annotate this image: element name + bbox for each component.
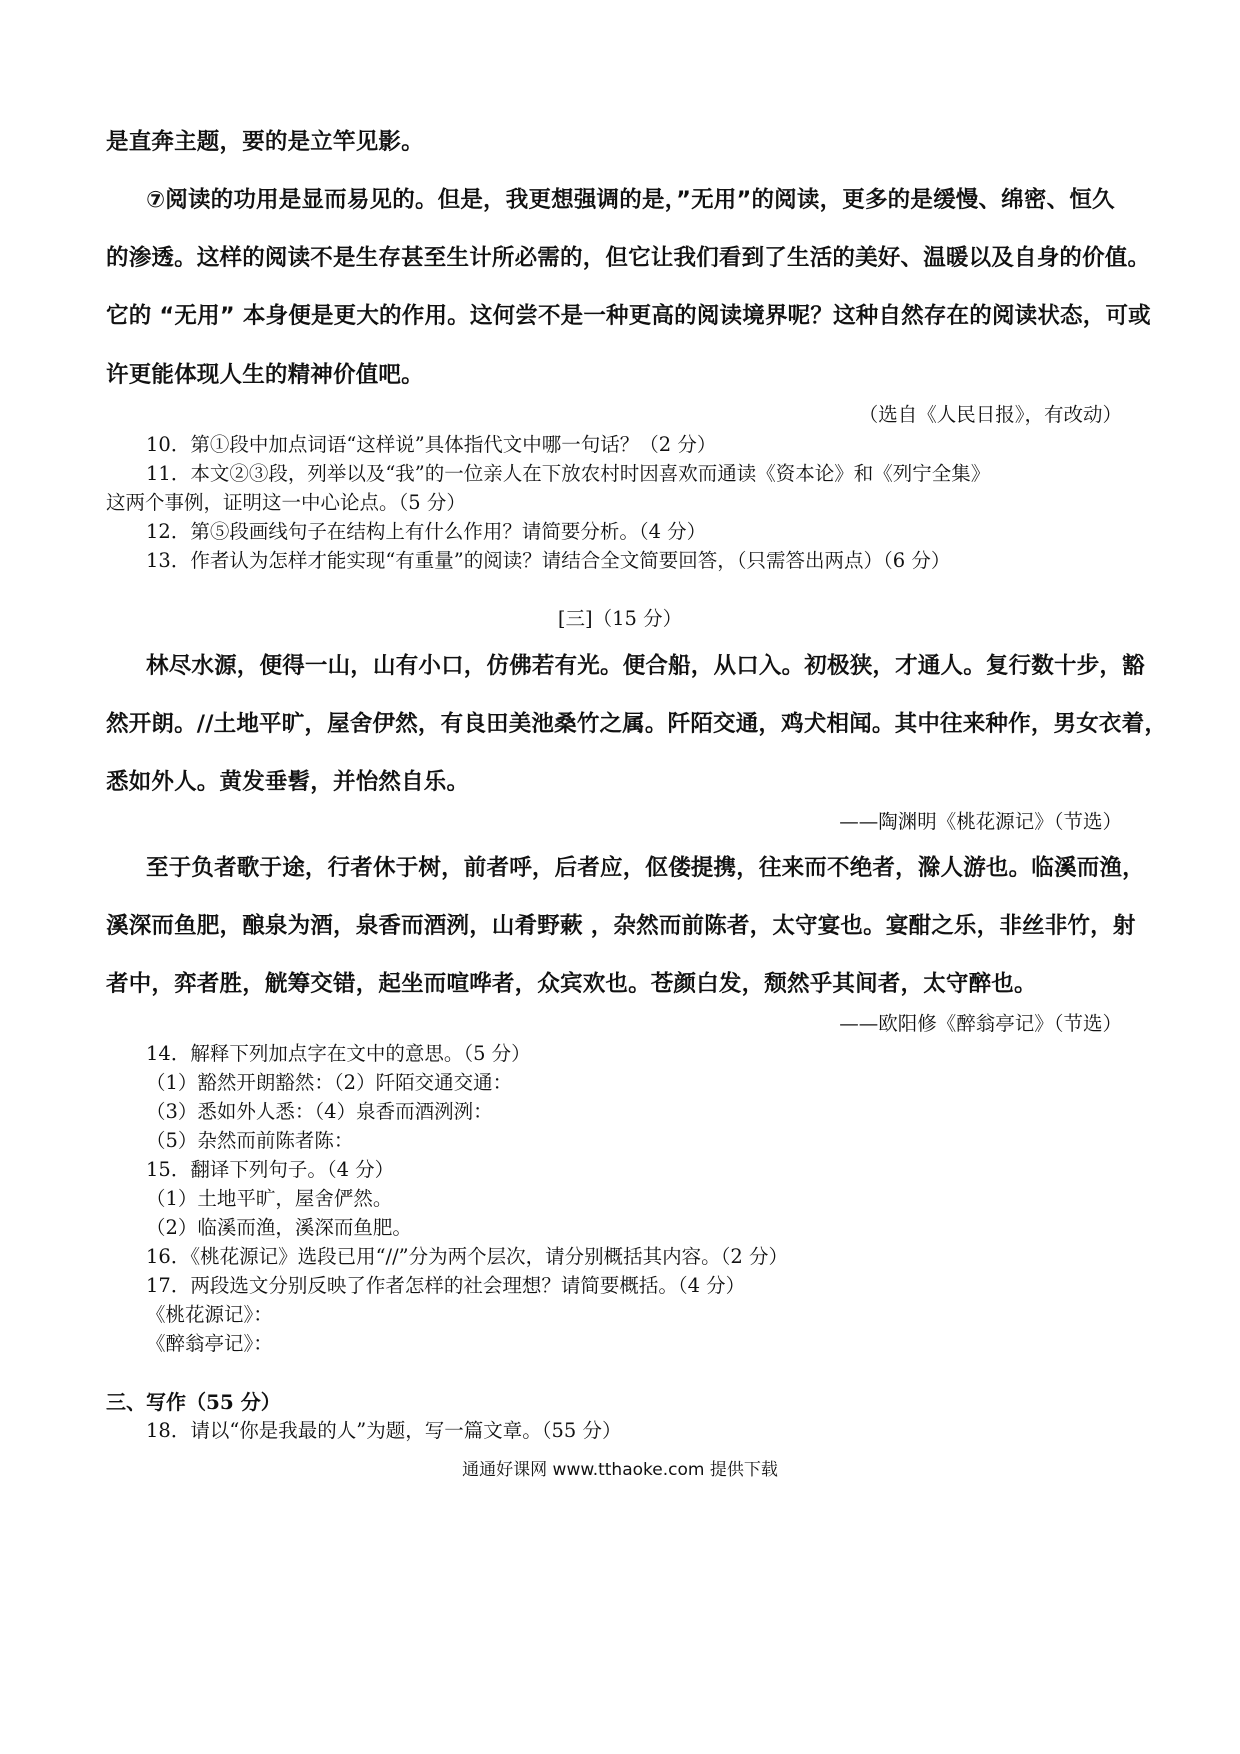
essay-paragraph-7-line: 它的 “无用” 本身便是更大的作用。这何尝不是一种更高的阅读境界呢？这种自然存在的阅读状态，可或	[106, 303, 1151, 329]
page-footer[interactable]: 通通好课网 www.tthaoke.com 提供下载	[462, 1460, 778, 1480]
question-17-answer-label: 《桃花源记》：	[146, 1303, 273, 1326]
question-11-continued: 这两个事例，证明这一中心论点。（5 分）	[106, 491, 466, 514]
question-14-item: （5）杂然而前陈者陈：	[146, 1129, 354, 1152]
question-15: 15．翻译下列句子。（4 分）	[146, 1158, 395, 1181]
question-14: 14．解释下列加点字在文中的意思。（5 分）	[146, 1042, 531, 1065]
passage-taohuayuan-line: 林尽水源，便得一山，山有小口，仿佛若有光。便合船，从口入。初极狭，才通人。复行数十步，豁	[146, 653, 1145, 679]
attribution-zuiwengting: ——欧阳修《醉翁亭记》（节选）	[839, 1012, 1122, 1035]
essay-source: （选自《人民日报》，有改动）	[858, 403, 1122, 426]
question-16: 16．《桃花源记》选段已用“//”分为两个层次，请分别概括其内容。（2 分）	[146, 1245, 788, 1268]
essay-paragraph-7-line: 许更能体现人生的精神价值吧。	[106, 362, 424, 388]
question-12: 12．第⑤段画线句子在结构上有什么作用？请简要分析。（4 分）	[146, 520, 707, 543]
question-17-answer-label: 《醉翁亭记》：	[146, 1332, 273, 1355]
essay-paragraph-7-line: ⑦阅读的功用是显而易见的。但是，我更想强调的是，”无用”的阅读，更多的是缓慢、绵密、恒久	[146, 187, 1115, 213]
writing-section-heading: 三、写作（55 分）	[106, 1390, 281, 1414]
question-15-item: （2）临溪而渔，溪深而鱼肥。	[146, 1216, 412, 1239]
passage-taohuayuan-line: 然开朗。//土地平旷，屋舍伊然，有良田美池桑竹之属。阡陌交通，鸡犬相闻。其中往来种作，男女衣着，	[106, 711, 1168, 737]
question-10: 10．第①段中加点词语“这样说”具体指代文中哪一句话？（2 分）	[146, 433, 717, 456]
attribution-taohuayuan: ——陶渊明《桃花源记》（节选）	[839, 810, 1122, 833]
question-14-item: （3）悉如外人悉：（4）泉香而酒洌洌：	[146, 1100, 493, 1123]
question-13: 13．作者认为怎样才能实现“有重量”的阅读？请结合全文简要回答，（只需答出两点）（6 分）	[146, 549, 951, 572]
question-17: 17．两段选文分别反映了作者怎样的社会理想？请简要概括。（4 分）	[146, 1274, 746, 1297]
question-15-item: （1）土地平旷，屋舍俨然。	[146, 1187, 393, 1210]
passage-zuiwengting-line: 者中，弈者胜，觥筹交错，起坐而喧哗者，众宾欢也。苍颜白发，颓然乎其间者，太守醉也。	[106, 971, 1037, 997]
passage-zuiwengting-line: 溪深而鱼肥，酿泉为酒，泉香而酒洌，山肴野蔌 ，杂然而前陈者，太守宴也。宴酣之乐，非丝非竹，射	[106, 913, 1136, 939]
question-11: 11．本文②③段，列举以及“我”的一位亲人在下放农村时因喜欢而通读《资本论》和《列宁全集》	[146, 462, 991, 485]
passage-taohuayuan-line: 悉如外人。黄发垂髫，并怡然自乐。	[106, 769, 470, 795]
question-18: 18．请以“你是我最的人”为题，写一篇文章。（55 分）	[146, 1419, 622, 1442]
question-14-item: （1）豁然开朗豁然：（2）阡陌交通交通：	[146, 1071, 513, 1094]
essay-paragraph-7-line: 的渗透。这样的阅读不是生存甚至生计所必需的，但它让我们看到了生活的美好、温暖以及自身的价值。	[106, 245, 1151, 271]
essay-paragraph-6-tail: 是直奔主题，要的是立竿见影。	[106, 129, 424, 155]
section-3-heading: [三]（15 分）	[557, 607, 683, 630]
passage-zuiwengting-line: 至于负者歌于途，行者休于树，前者呼，后者应，伛偻提携，往来而不绝者，滁人游也。临溪而渔，	[146, 855, 1145, 881]
